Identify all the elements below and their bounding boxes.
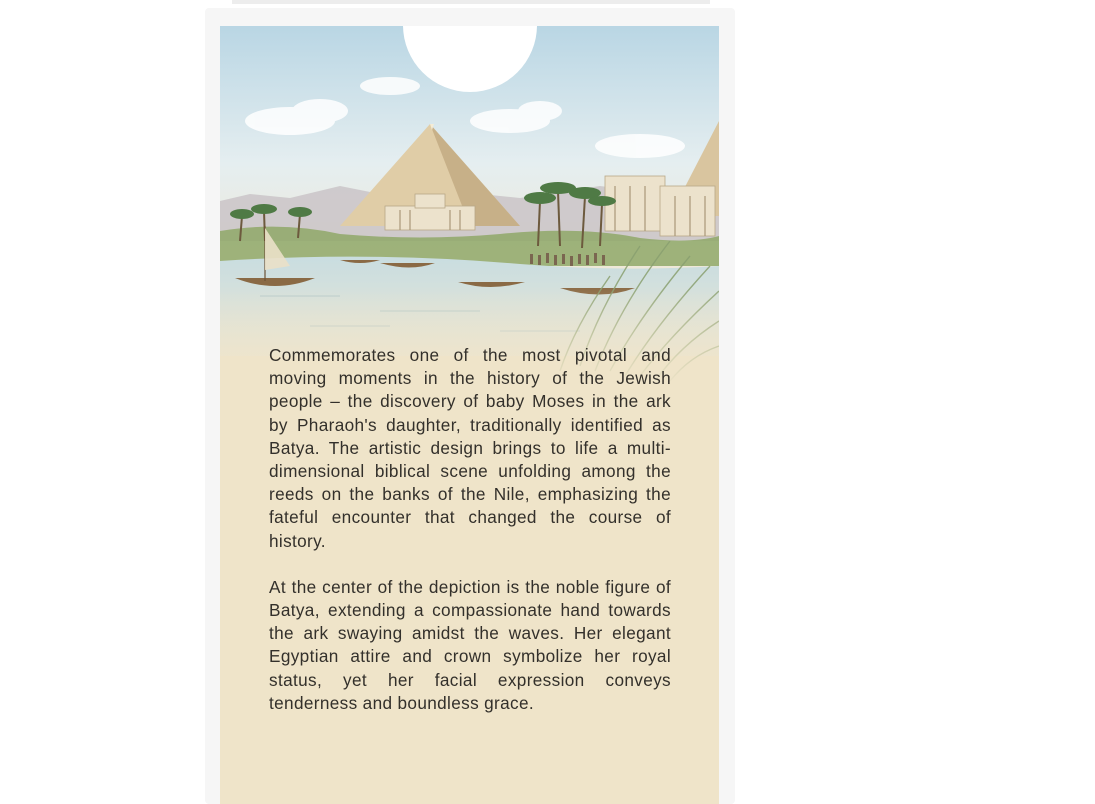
- door-hanger-card: [220, 26, 719, 804]
- top-strip: [232, 0, 710, 4]
- description-paragraph: At the center of the depiction is the noble figure of Batya, extending a compassionate hand towards the ark swaying amidst the waves. Her elegant Egyptian attire and crown symbolize her royal status, yet her facial expression conveys tenderness and boundless grace.: [269, 576, 671, 713]
- description-paragraph: Commemorates one of the most pivotal and moving moments in the history of the Jewish people – the discovery of baby Moses in the ark by Pharaoh's daughter, traditionally identified as Batya. The artistic design brings to life a multi-dimensional biblical scene unfolding among the reeds on the banks of the Nile, emphasizing the fateful encounter that changed the course of history.: [269, 345, 671, 551]
- product-description: [269, 344, 671, 738]
